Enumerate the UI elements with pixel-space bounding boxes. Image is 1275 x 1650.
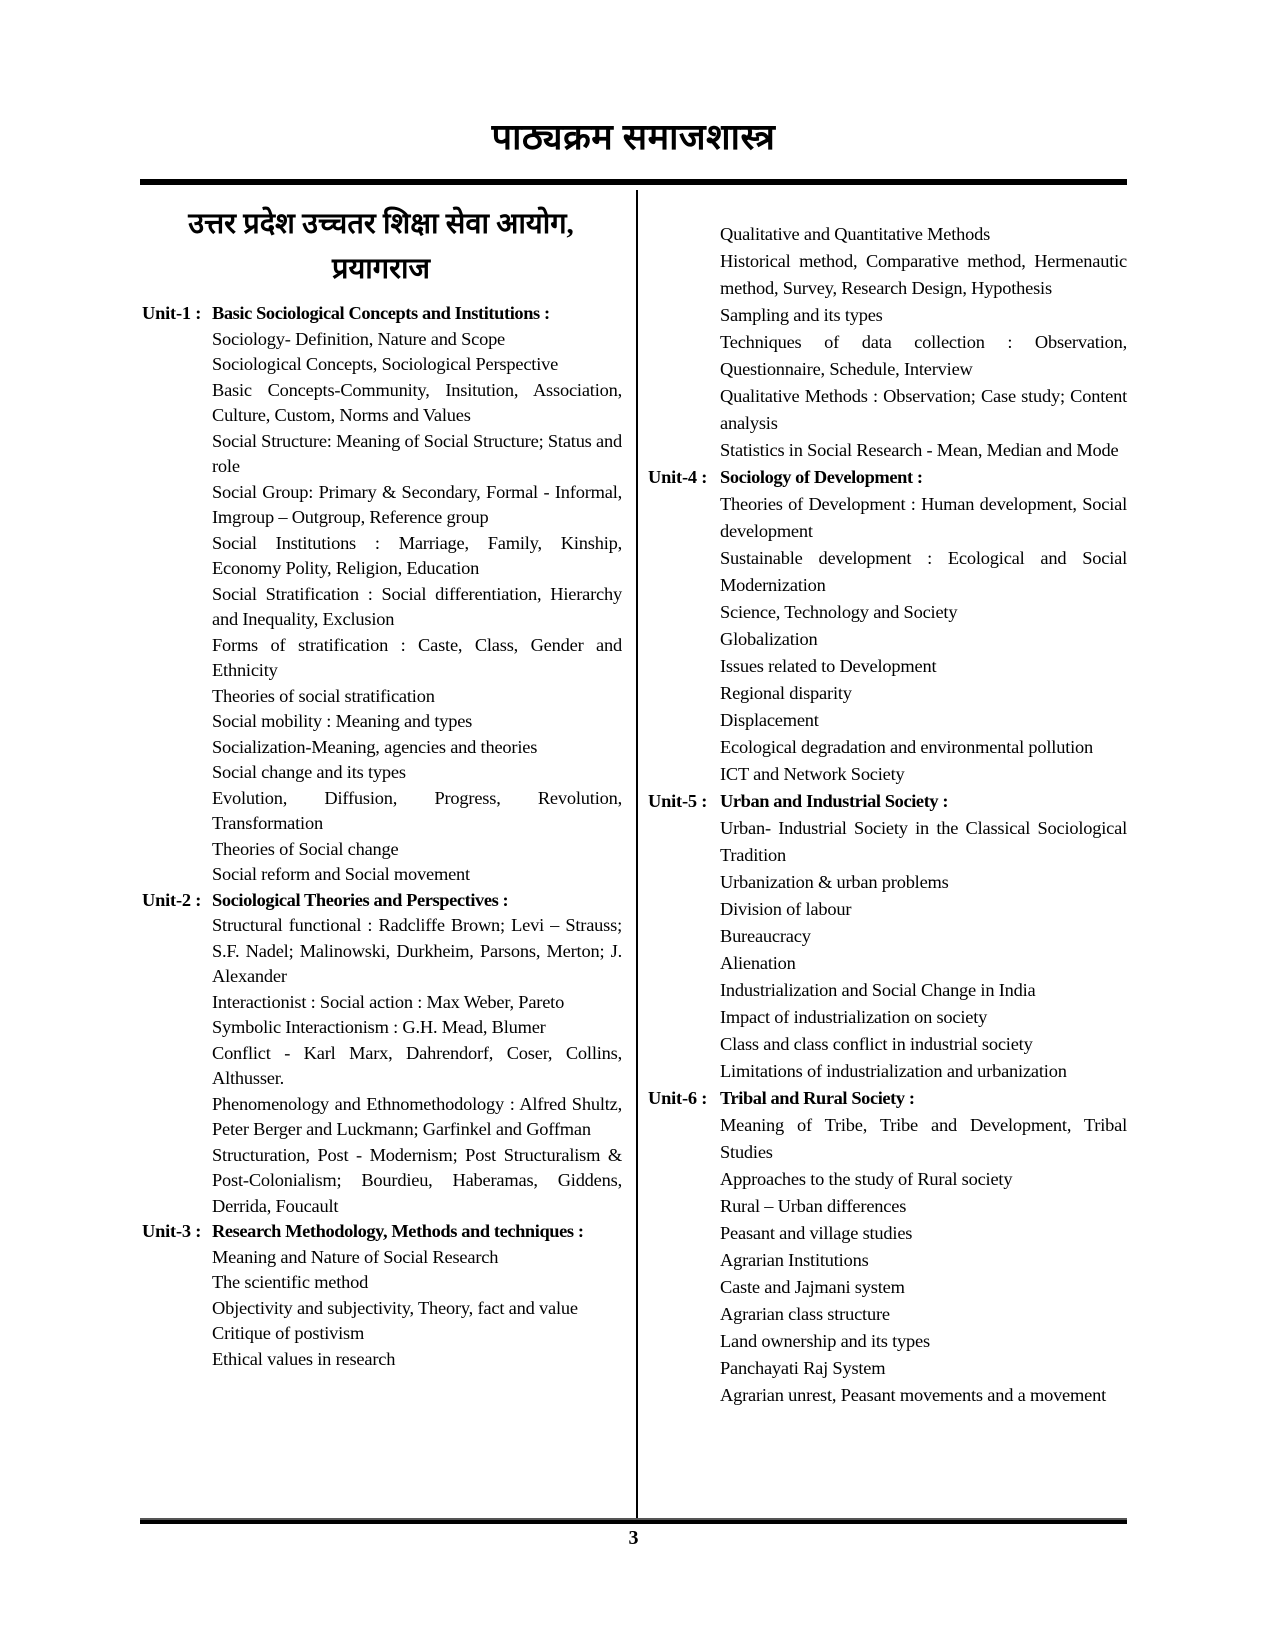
unit-title: Sociology of Development :	[720, 467, 923, 487]
unit-title: Tribal and Rural Society :	[720, 1088, 915, 1108]
syllabus-item: Meaning and Nature of Social Research	[212, 1246, 499, 1267]
syllabus-item: Forms of stratification : Caste, Class, Gender and Ethnicity	[212, 634, 622, 680]
syllabus-item: Phenomenology and Ethnomethodology : Alfred Shultz, Peter Berger and Luckmann; Garfinkel and Goffman	[212, 1093, 622, 1139]
syllabus-item: Structural functional : Radcliffe Brown; Levi – Strauss; S.F. Nadel; Malinowski, Durkheim, Parsons, Merton; J. Alexander	[212, 915, 622, 986]
unit-label: Unit-5 :	[648, 791, 708, 811]
unit-label: Unit-3 :	[142, 1221, 202, 1241]
unit-title: Sociological Theories and Perspectives :	[212, 889, 509, 910]
syllabus-item: Ethical values in research	[212, 1348, 396, 1369]
syllabus-item: Social Structure: Meaning of Social Structure; Status and role	[212, 430, 622, 476]
syllabus-item: Theories of social stratification	[212, 685, 435, 706]
syllabus-item: Agrarian Institutions	[720, 1250, 869, 1270]
unit-heading	[140, 888, 622, 914]
syllabus-item: Social Group: Primary & Secondary, Formal - Informal, Imgroup – Outgroup, Reference group	[212, 481, 622, 527]
syllabus-item: Symbolic Interactionism : G.H. Mead, Blumer	[212, 1017, 546, 1037]
syllabus-item: Class and class conflict in industrial society	[720, 1034, 1033, 1054]
syllabus-item: Peasant and village studies	[720, 1223, 913, 1243]
syllabus-item: Theories of Development : Human development, Social development	[720, 494, 1127, 541]
unit-heading	[648, 464, 1127, 491]
syllabus-item: Qualitative Methods : Observation; Case study; Content analysis	[720, 386, 1127, 433]
syllabus-item: Rural – Urban differences	[720, 1196, 907, 1216]
unit-label: Unit-2 :	[142, 889, 202, 910]
unit-label: Unit-6 :	[648, 1088, 708, 1108]
syllabus-item: Evolution, Diffusion, Progress, Revolution, Transformation	[212, 787, 622, 833]
syllabus-item: Limitations of industrialization and urbanization	[720, 1061, 1067, 1081]
unit-label: Unit-4 :	[648, 467, 708, 487]
syllabus-item: Structuration, Post - Modernism; Post Structuralism & Post-Colonialism; Bourdieu, Haberamas, Giddens, Derrida, Foucault	[212, 1144, 622, 1216]
left-column-units	[140, 301, 622, 1372]
syllabus-item: Techniques of data collection : Observation, Questionnaire, Schedule, Interview	[720, 332, 1127, 379]
syllabus-item: Sampling and its types	[720, 305, 883, 325]
syllabus-item: Agrarian unrest, Peasant movements and a movement	[720, 1385, 1106, 1405]
commission-name-line1: उत्तर प्रदेश उच्चतर शिक्षा सेवा आयोग,	[188, 208, 574, 240]
syllabus-item: Basic Concepts-Community, Insitution, Association, Culture, Custom, Norms and Values	[212, 379, 622, 425]
syllabus-item: Urban- Industrial Society in the Classical Sociological Tradition	[720, 818, 1127, 865]
syllabus-item: Panchayati Raj System	[720, 1358, 886, 1378]
syllabus-item: Approaches to the study of Rural society	[720, 1169, 1013, 1189]
syllabus-item: Social reform and Social movement	[212, 864, 470, 884]
syllabus-item: Industrialization and Social Change in India	[720, 980, 1036, 1000]
syllabus-item: ICT and Network Society	[720, 764, 905, 784]
syllabus-item: Impact of industrialization on society	[720, 1007, 988, 1027]
syllabus-item: Land ownership and its types	[720, 1331, 930, 1351]
syllabus-item: Social Institutions : Marriage, Family, Kinship, Economy Polity, Religion, Education	[212, 532, 622, 578]
syllabus-item: Sociology- Definition, Nature and Scope	[212, 328, 506, 349]
left-column	[140, 188, 622, 1372]
syllabus-item: The scientific method	[212, 1272, 369, 1292]
syllabus-item: Urbanization & urban problems	[720, 872, 949, 892]
syllabus-item: Bureaucracy	[720, 926, 811, 946]
syllabus-item: Socialization-Meaning, agencies and theories	[212, 736, 538, 757]
syllabus-item: Alienation	[720, 953, 796, 973]
syllabus-item: Interactionist : Social action : Max Weber, Pareto	[212, 991, 565, 1012]
syllabus-item: Sustainable development : Ecological and Social Modernization	[720, 548, 1127, 595]
syllabus-item: Qualitative and Quantitative Methods	[720, 224, 991, 244]
syllabus-item: Social mobility : Meaning and types	[212, 711, 473, 731]
syllabus-item: Social change and its types	[212, 762, 406, 782]
right-column-units	[648, 221, 1127, 1409]
footer-divider	[140, 1518, 1127, 1524]
syllabus-item: Theories of Social change	[212, 838, 399, 859]
unit-heading	[648, 1085, 1127, 1112]
unit-title: Research Methodology, Methods and techniques :	[212, 1221, 584, 1241]
syllabus-item: Agrarian class structure	[720, 1304, 890, 1324]
document-title: पाठ्यक्रम समाजशास्त्र	[491, 117, 776, 157]
syllabus-item: Ecological degradation and environmental pollution	[720, 737, 1094, 757]
right-column	[648, 188, 1127, 1409]
unit-title: Urban and Industrial Society :	[720, 791, 949, 811]
unit-heading	[140, 301, 622, 327]
syllabus-item: Regional disparity	[720, 683, 852, 703]
unit-heading	[140, 1219, 622, 1245]
syllabus-item: Displacement	[720, 710, 819, 730]
syllabus-item: Sociological Concepts, Sociological Perspective	[212, 354, 559, 374]
syllabus-item: Science, Technology and Society	[720, 602, 958, 622]
syllabus-item: Critique of postivism	[212, 1323, 365, 1343]
commission-name	[140, 202, 622, 292]
syllabus-item: Historical method, Comparative method, Hermenautic method, Survey, Research Design, Hypothesis	[720, 251, 1127, 298]
syllabus-item: Division of labour	[720, 899, 852, 919]
syllabus-item: Conflict - Karl Marx, Dahrendorf, Coser, Collins, Althusser.	[212, 1042, 622, 1088]
syllabus-item: Caste and Jajmani system	[720, 1277, 905, 1297]
unit-heading	[648, 788, 1127, 815]
page-number: 3	[628, 1527, 639, 1549]
syllabus-item: Objectivity and subjectivity, Theory, fact and value	[212, 1297, 578, 1318]
syllabus-item: Social Stratification : Social differentiation, Hierarchy and Inequality, Exclusion	[212, 583, 622, 629]
unit-label: Unit-1 :	[142, 303, 202, 323]
syllabus-item: Meaning of Tribe, Tribe and Development, Tribal Studies	[720, 1115, 1127, 1162]
syllabus-item: Statistics in Social Research - Mean, Median and Mode	[720, 440, 1119, 460]
syllabus-item: Issues related to Development	[720, 656, 937, 676]
title-divider	[140, 179, 1127, 185]
column-divider	[636, 190, 638, 1518]
unit-title: Basic Sociological Concepts and Institutions :	[212, 303, 550, 323]
commission-name-line2: प्रयागराज	[331, 253, 431, 285]
syllabus-item: Globalization	[720, 629, 818, 649]
